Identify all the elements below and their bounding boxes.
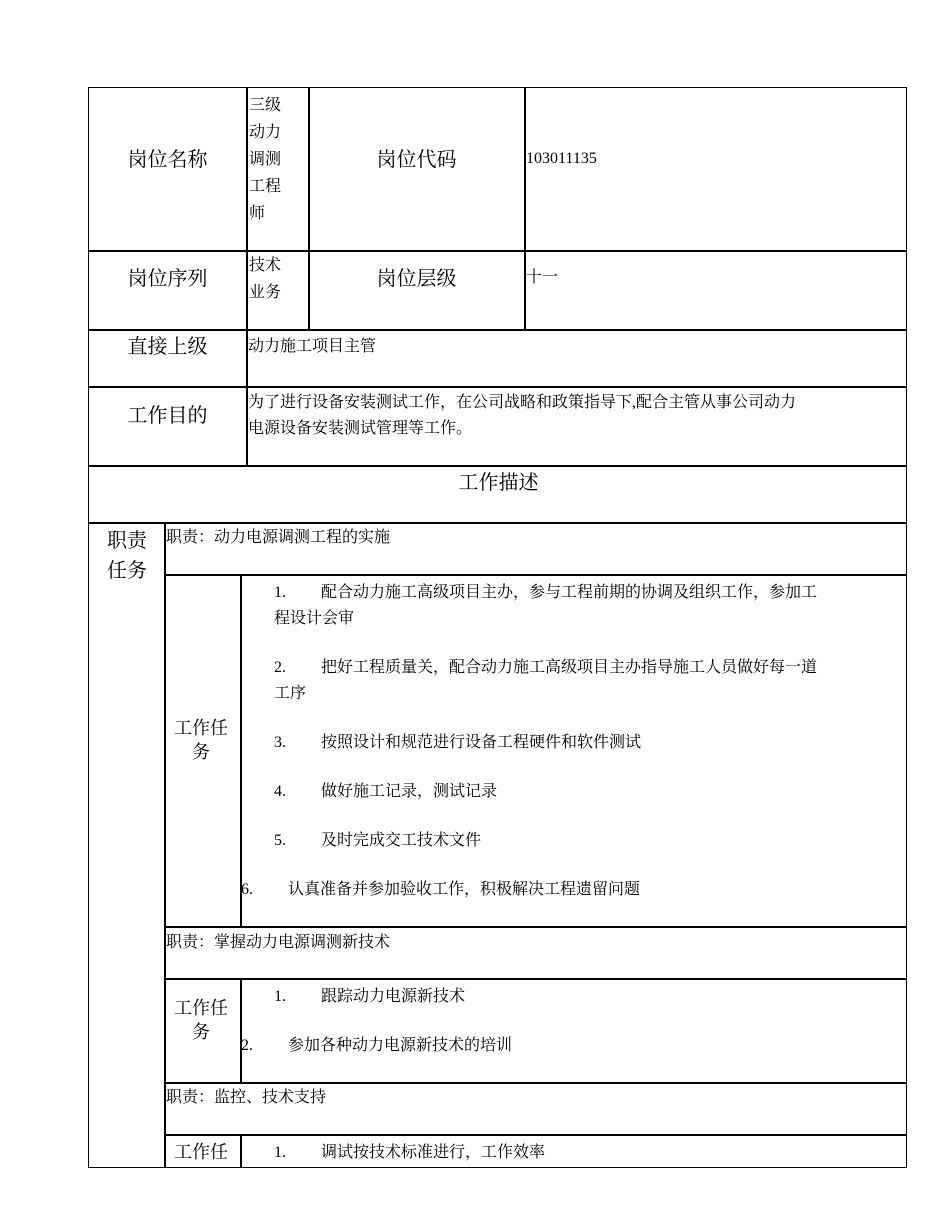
level-value: 十一 bbox=[526, 269, 559, 286]
purpose-line2: 电源设备安装测试管理等工作。 bbox=[248, 420, 473, 437]
job-description-table bbox=[88, 87, 907, 1168]
task-item-cont: 程设计会审 bbox=[274, 610, 355, 627]
col-divider bbox=[240, 1134, 242, 1168]
task-label: 工作任务 bbox=[174, 718, 228, 762]
row-divider bbox=[165, 1134, 907, 1136]
duty-title: 职责：掌握动力电源调测新技术 bbox=[166, 934, 391, 951]
task-item: 5. 及时完成交工技术文件 bbox=[274, 832, 482, 849]
task-item: 6. 认真准备并参加验收工作，积极解决工程遗留问题 bbox=[241, 881, 641, 898]
row-divider bbox=[89, 329, 907, 331]
task-item: 1. 跟踪动力电源新技术 bbox=[274, 988, 466, 1005]
description-title: 工作描述 bbox=[458, 472, 539, 494]
task-label: 工作任务 bbox=[174, 998, 228, 1042]
position-name-label: 岗位名称 bbox=[127, 149, 208, 171]
task-item-cont: 工序 bbox=[274, 685, 307, 702]
supervisor-value: 动力施工项目主管 bbox=[248, 338, 377, 355]
sequence-value: 技术业务 bbox=[249, 257, 282, 301]
task-label: 工作任 bbox=[174, 1142, 228, 1162]
duty-title: 职责：动力电源调测工程的实施 bbox=[166, 529, 391, 546]
row-divider bbox=[89, 250, 907, 252]
row-divider bbox=[89, 386, 907, 388]
task-item: 1. 配合动力施工高级项目主办，参与工程前期的协调及组织工作，参加工 bbox=[274, 584, 818, 601]
task-item: 2. 参加各种动力电源新技术的培训 bbox=[241, 1037, 513, 1054]
level-label: 岗位层级 bbox=[376, 268, 457, 290]
row-divider bbox=[165, 926, 907, 928]
col-divider bbox=[240, 978, 242, 1082]
col-divider bbox=[524, 88, 526, 329]
sequence-label: 岗位序列 bbox=[127, 268, 208, 290]
row-divider bbox=[165, 574, 907, 576]
purpose-line1: 为了进行设备安装测试工作，在公司战略和政策指导下,配合主管从事公司动力 bbox=[248, 394, 797, 411]
task-item: 1. 调试按技术标准进行，工作效率 bbox=[274, 1144, 546, 1161]
task-item: 3. 按照设计和规范进行设备工程硬件和软件测试 bbox=[274, 734, 642, 751]
col-divider bbox=[240, 574, 242, 926]
supervisor-label: 直接上级 bbox=[127, 336, 208, 358]
duty-section-label: 职责任务 bbox=[107, 530, 147, 582]
row-divider bbox=[89, 522, 907, 524]
task-item: 2. 把好工程质量关，配合动力施工高级项目主办指导施工人员做好每一道 bbox=[274, 659, 818, 676]
col-divider bbox=[164, 522, 166, 1168]
row-divider bbox=[165, 1082, 907, 1084]
task-item: 4. 做好施工记录，测试记录 bbox=[274, 783, 498, 800]
position-name-value: 三级动力调测工程师 bbox=[249, 97, 282, 222]
duty-title: 职责：监控、技术支持 bbox=[166, 1089, 327, 1106]
row-divider bbox=[165, 978, 907, 980]
purpose-label: 工作目的 bbox=[127, 405, 208, 427]
position-code-label: 岗位代码 bbox=[376, 149, 457, 171]
row-divider bbox=[89, 465, 907, 467]
position-code-value: 103011135 bbox=[526, 150, 597, 167]
